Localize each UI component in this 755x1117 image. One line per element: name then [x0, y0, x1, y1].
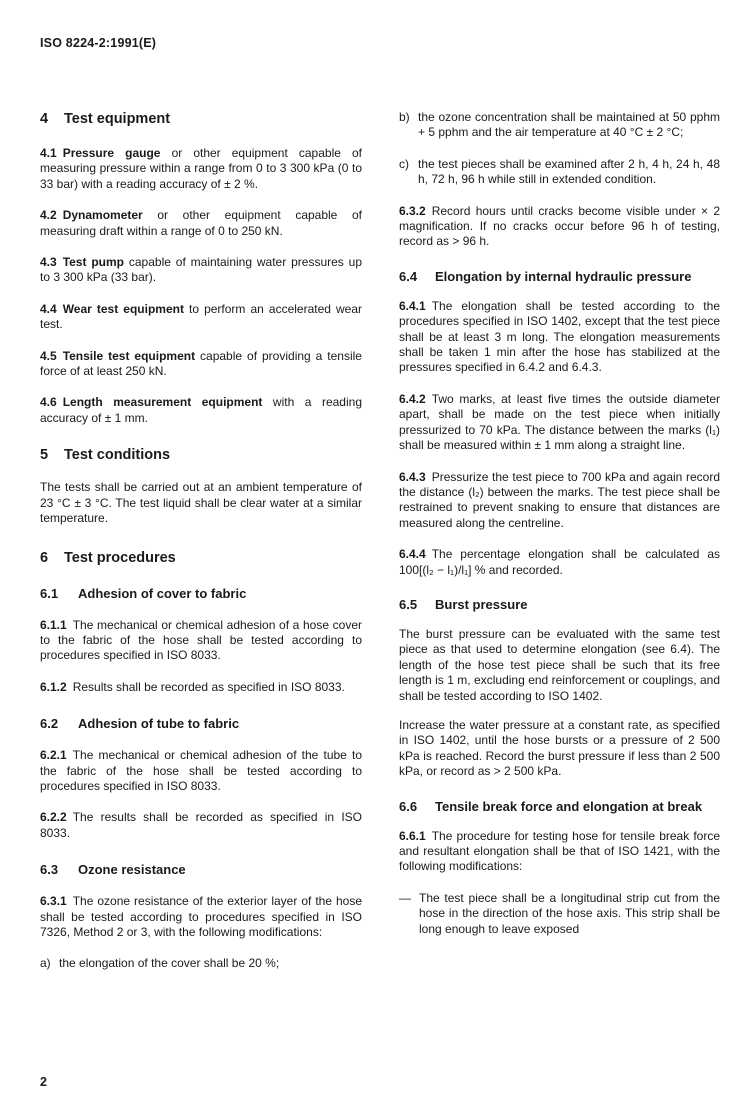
section-6-3-heading: 6.3 Ozone resistance	[40, 862, 186, 878]
section-5-heading: 5 Test conditions	[40, 447, 171, 464]
list-item-dash-1: — The test piece shall be a longitudinal strip cut from the hose in the direction of the hose axis. This strip shall be long enough to leave exposed	[399, 890, 720, 936]
list-item-c: c) the test pieces shall be examined after 2 h, 4 h, 24 h, 48 h, 72 h, 96 h while still in extended condition.	[399, 156, 720, 187]
para-6-4-3: 6.4.3 Pressurize the test piece to 700 kPa and again record the distance (l₂) between the marks. The test piece shall be restrained to prevent snaking to ensure that distances are measured along the centreline.	[399, 469, 720, 530]
para-6-3-1: 6.3.1 The ozone resistance of the exterior layer of the hose shall be tested according to procedures specified in ISO 7326, Method 2 or 3, with the following modifications:	[40, 894, 362, 939]
section-6-5-heading: 6.5 Burst pressure	[399, 596, 528, 612]
section-6-heading: 6 Test procedures	[40, 549, 176, 566]
para-4-5: 4.5 Tensile test equipment capable of providing a tensile force of at least 250 kN.	[40, 348, 362, 379]
para-4-6: 4.6 Length measurement equipment with a reading accuracy of ± 1 mm.	[40, 395, 362, 425]
list-item-b: b) the ozone concentration shall be maintained at 50 pphm + 5 pphm and the air temperature at 40 °C ± 2 °C;	[399, 110, 720, 140]
section-6-4-heading: 6.4 Elongation by internal hydraulic pressure	[399, 268, 692, 284]
para-4-3: 4.3 Test pump capable of maintaining water pressures up to 3 300 kPa (33 bar).	[40, 255, 362, 285]
section-6-1-heading: 6.1 Adhesion of cover to fabric	[40, 585, 247, 601]
para-6-2-1: 6.2.1 The mechanical or chemical adhesion of the tube to the fabric of the hose shall be tested according to procedures specified in ISO 8033.	[40, 748, 362, 793]
para-6-6-1: 6.6.1 The procedure for testing hose for tensile break force and resultant elongation shall be that of ISO 1421, with the following modifications:	[399, 828, 720, 874]
para-6-5-b: Increase the water pressure at a constant rate, as specified in ISO 1402, until the hose bursts or a pressure of 2 500 kPa is reached. Record the burst pressure if less than 2 500 kPa, or record as > 2 500 kPa.	[399, 717, 720, 779]
para-6-4-4: 6.4.4 The percentage elongation shall be calculated as 100[(l₂ − l₁)/l₁] % and recorded.	[399, 547, 720, 577]
right-column	[399, 110, 720, 937]
para-6-2-2: 6.2.2 The results shall be recorded as specified in ISO 8033.	[40, 810, 362, 840]
page-number: 2	[40, 1075, 47, 1089]
para-6-4-2: 6.4.2 Two marks, at least five times the outside diameter apart, shall be made on the test piece when initially pressurized to 70 kPa. The distance between the marks (l₁) shall be measured within ± 1 mm along a straight line.	[399, 391, 720, 453]
para-6-1-1: 6.1.1 The mechanical or chemical adhesion of a hose cover to the fabric of the hose shall be tested according to procedures specified in ISO 8033.	[40, 617, 362, 663]
left-column	[40, 110, 362, 972]
list-item-a: a) the elongation of the cover shall be 20 %;	[40, 956, 280, 971]
para-6-5-a: The burst pressure can be evaluated with the same test piece as that used to determine elongation (see 6.4). The length of the hose test piece shall be such that its free length is 1 m, excluding end reinforcement or couplings, and shall be tested according to ISO 1402.	[399, 626, 720, 703]
para-6-1-2: 6.1.2 Results shall be recorded as specified in ISO 8033.	[40, 679, 345, 694]
section-6-2-heading: 6.2 Adhesion of tube to fabric	[40, 716, 240, 732]
document-header: ISO 8224-2:1991(E)	[40, 36, 157, 50]
section-6-6-heading: 6.6 Tensile break force and elongation at break	[399, 798, 703, 814]
para-4-1: 4.1 Pressure gauge or other equipment capable of measuring pressure within a range from 0 to 3 300 kPa (0 to 33 bar) with a reading accuracy of ± 2 %.	[40, 146, 362, 191]
para-5: The tests shall be carried out at an ambient temperature of 23 °C ± 3 °C. The test liquid shall be clear water at a similar temperature.	[40, 480, 362, 526]
para-4-2: 4.2 Dynamometer or other equipment capable of measuring draft within a range of 0 to 250 kN.	[40, 208, 362, 238]
section-4-heading: 4 Test equipment	[40, 111, 171, 127]
para-6-3-2: 6.3.2 Record hours until cracks become visible under × 2 magnification. If no cracks occur before 96 h of testing, record as > 96 h.	[399, 203, 720, 249]
para-6-4-1: 6.4.1 The elongation shall be tested according to the procedures specified in ISO 1402, except that the test piece shall be at least 3 m long. The elongation measurements shall be taken 1 min after the hose has stabilized at the pressures specified in 6.4.2 and 6.4.3.	[399, 298, 720, 375]
para-4-4: 4.4 Wear test equipment to perform an accelerated wear test.	[40, 301, 362, 332]
